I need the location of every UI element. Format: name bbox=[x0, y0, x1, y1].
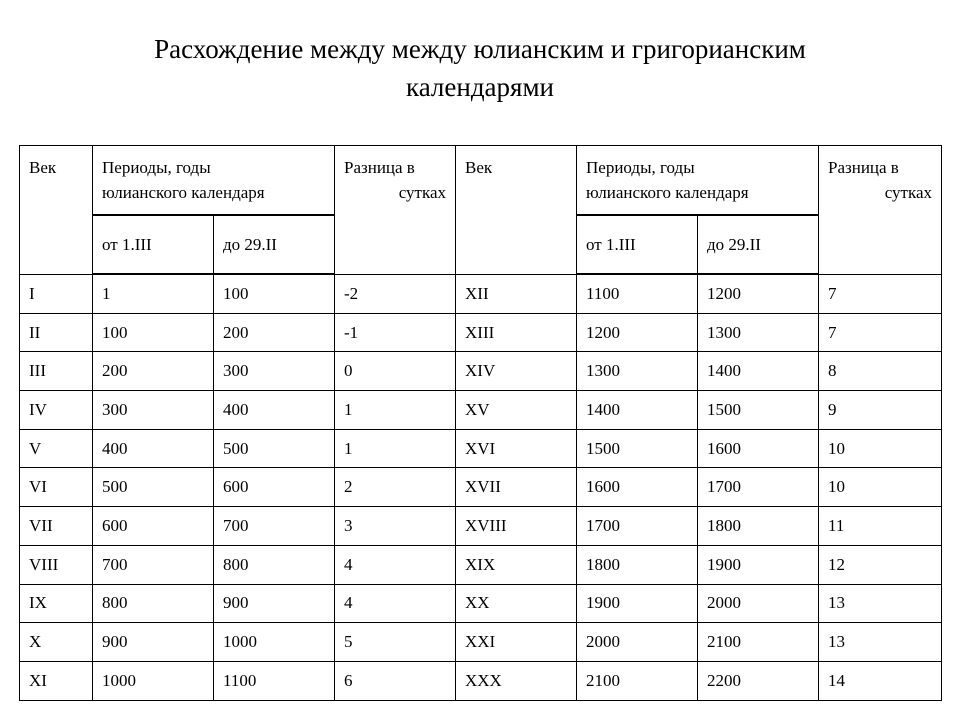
difference-cell: 7 bbox=[819, 274, 942, 313]
century-cell: XII bbox=[456, 274, 577, 313]
difference-cell: 5 bbox=[335, 623, 456, 662]
century-cell: XV bbox=[456, 391, 577, 430]
difference-cell: 8 bbox=[819, 352, 942, 391]
to-cell: 1700 bbox=[698, 468, 819, 507]
from-cell: 400 bbox=[93, 429, 214, 468]
century-cell: XXI bbox=[456, 623, 577, 662]
difference-cell: 11 bbox=[819, 507, 942, 546]
from-cell: 300 bbox=[93, 391, 214, 430]
table-row bbox=[20, 661, 942, 700]
difference-cell: 13 bbox=[819, 584, 942, 623]
difference-cell: 14 bbox=[819, 661, 942, 700]
from-cell: 1000 bbox=[93, 661, 214, 700]
to-cell: 500 bbox=[214, 429, 335, 468]
title-line-2: календарями bbox=[405, 72, 554, 102]
to-cell: 1800 bbox=[698, 507, 819, 546]
difference-cell: -2 bbox=[335, 274, 456, 313]
difference-cell: -1 bbox=[335, 313, 456, 352]
from-cell: 1900 bbox=[577, 584, 698, 623]
to-cell: 900 bbox=[214, 584, 335, 623]
from-cell: 1400 bbox=[577, 391, 698, 430]
difference-cell: 10 bbox=[819, 429, 942, 468]
to-cell: 2100 bbox=[698, 623, 819, 662]
century-cell: IX bbox=[20, 584, 93, 623]
century-cell: XI bbox=[20, 661, 93, 700]
from-cell: 200 bbox=[93, 352, 214, 391]
difference-cell: 2 bbox=[335, 468, 456, 507]
century-cell: III bbox=[20, 352, 93, 391]
difference-cell: 12 bbox=[819, 545, 942, 584]
table-body bbox=[20, 274, 942, 700]
from-cell: 1 bbox=[93, 274, 214, 313]
difference-cell: 7 bbox=[819, 313, 942, 352]
to-cell: 200 bbox=[214, 313, 335, 352]
century-cell: VI bbox=[20, 468, 93, 507]
difference-cell: 13 bbox=[819, 623, 942, 662]
to-cell: 400 bbox=[214, 391, 335, 430]
to-cell: 1900 bbox=[698, 545, 819, 584]
table-row bbox=[20, 468, 942, 507]
from-cell: 2000 bbox=[577, 623, 698, 662]
difference-cell: 1 bbox=[335, 391, 456, 430]
header-periods: Периоды, годы юлианского календаря bbox=[93, 146, 335, 216]
from-cell: 800 bbox=[93, 584, 214, 623]
difference-cell: 0 bbox=[335, 352, 456, 391]
to-cell: 1200 bbox=[698, 274, 819, 313]
century-cell: II bbox=[20, 313, 93, 352]
from-cell: 500 bbox=[93, 468, 214, 507]
to-cell: 1500 bbox=[698, 391, 819, 430]
table-row bbox=[20, 352, 942, 391]
difference-cell: 10 bbox=[819, 468, 942, 507]
table-row bbox=[20, 507, 942, 546]
to-cell: 1000 bbox=[214, 623, 335, 662]
from-cell: 1600 bbox=[577, 468, 698, 507]
to-cell: 1300 bbox=[698, 313, 819, 352]
table-row bbox=[20, 545, 942, 584]
from-cell: 700 bbox=[93, 545, 214, 584]
century-cell: VIII bbox=[20, 545, 93, 584]
century-cell: IV bbox=[20, 391, 93, 430]
calendar-table bbox=[19, 145, 942, 701]
from-cell: 1800 bbox=[577, 545, 698, 584]
to-cell: 100 bbox=[214, 274, 335, 313]
header-to-2: до 29.II bbox=[698, 215, 819, 274]
century-cell: XIV bbox=[456, 352, 577, 391]
header-periods-2: Периоды, годы юлианского календаря bbox=[577, 146, 819, 216]
table-row bbox=[20, 274, 942, 313]
header-century: Век bbox=[20, 146, 93, 275]
to-cell: 800 bbox=[214, 545, 335, 584]
table-row bbox=[20, 313, 942, 352]
from-cell: 1500 bbox=[577, 429, 698, 468]
table-row bbox=[20, 429, 942, 468]
header-from: от 1.III bbox=[93, 215, 214, 274]
from-cell: 1200 bbox=[577, 313, 698, 352]
century-cell: XVI bbox=[456, 429, 577, 468]
header-difference: Разница в сутках bbox=[335, 146, 456, 275]
difference-cell: 4 bbox=[335, 545, 456, 584]
header-to: до 29.II bbox=[214, 215, 335, 274]
from-cell: 600 bbox=[93, 507, 214, 546]
century-cell: XIII bbox=[456, 313, 577, 352]
century-cell: XVII bbox=[456, 468, 577, 507]
from-cell: 900 bbox=[93, 623, 214, 662]
to-cell: 700 bbox=[214, 507, 335, 546]
to-cell: 1400 bbox=[698, 352, 819, 391]
century-cell: VII bbox=[20, 507, 93, 546]
table-header-row bbox=[20, 146, 942, 216]
to-cell: 2200 bbox=[698, 661, 819, 700]
from-cell: 1100 bbox=[577, 274, 698, 313]
header-century-2: Век bbox=[456, 146, 577, 275]
table-row bbox=[20, 623, 942, 662]
difference-cell: 6 bbox=[335, 661, 456, 700]
table-row bbox=[20, 584, 942, 623]
to-cell: 1100 bbox=[214, 661, 335, 700]
from-cell: 2100 bbox=[577, 661, 698, 700]
to-cell: 2000 bbox=[698, 584, 819, 623]
century-cell: X bbox=[20, 623, 93, 662]
difference-cell: 1 bbox=[335, 429, 456, 468]
difference-cell: 9 bbox=[819, 391, 942, 430]
difference-cell: 3 bbox=[335, 507, 456, 546]
to-cell: 300 bbox=[214, 352, 335, 391]
from-cell: 1300 bbox=[577, 352, 698, 391]
to-cell: 600 bbox=[214, 468, 335, 507]
century-cell: XVIII bbox=[456, 507, 577, 546]
table-row bbox=[20, 391, 942, 430]
century-cell: XIX bbox=[456, 545, 577, 584]
from-cell: 100 bbox=[93, 313, 214, 352]
century-cell: I bbox=[20, 274, 93, 313]
header-difference-2: Разница в сутках bbox=[819, 146, 942, 275]
century-cell: XX bbox=[456, 584, 577, 623]
century-cell: XXX bbox=[456, 661, 577, 700]
difference-cell: 4 bbox=[335, 584, 456, 623]
from-cell: 1700 bbox=[577, 507, 698, 546]
century-cell: V bbox=[20, 429, 93, 468]
page-title bbox=[0, 30, 960, 106]
header-from-2: от 1.III bbox=[577, 215, 698, 274]
title-line-1: Расхождение между между юлианским и григорианским bbox=[154, 34, 806, 64]
to-cell: 1600 bbox=[698, 429, 819, 468]
